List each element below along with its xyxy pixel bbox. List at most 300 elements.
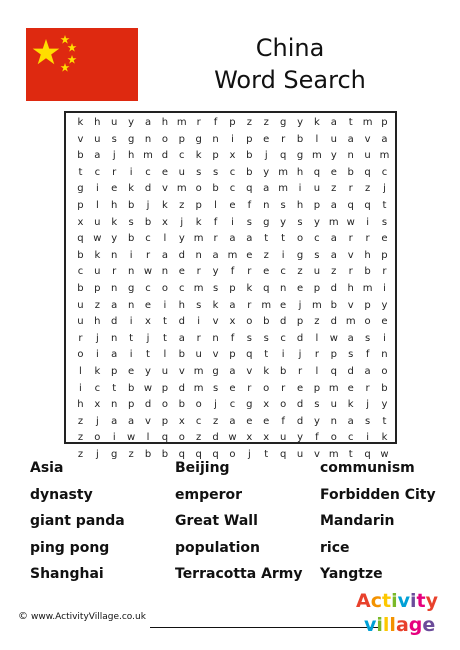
grid-letter: p bbox=[178, 133, 185, 145]
word-list-item: Asia bbox=[30, 460, 64, 476]
grid-letter: f bbox=[230, 332, 235, 344]
grid-letter: n bbox=[381, 349, 388, 361]
grid-letter: p bbox=[364, 299, 371, 311]
grid-letter: i bbox=[129, 349, 133, 361]
grid-letter: y bbox=[313, 415, 320, 427]
grid-letter: b bbox=[212, 183, 219, 195]
footer-divider bbox=[150, 627, 380, 628]
grid-letter: q bbox=[364, 166, 371, 178]
grid-letter: t bbox=[264, 349, 269, 361]
grid-letter: h bbox=[364, 249, 371, 261]
grid-letter: m bbox=[312, 299, 322, 311]
grid-letter: z bbox=[77, 432, 84, 444]
grid-letter: k bbox=[195, 216, 202, 228]
grid-letter: a bbox=[229, 299, 236, 311]
grid-letter: f bbox=[213, 216, 218, 228]
word-list-item: Terracotta Army bbox=[175, 566, 303, 582]
grid-letter: b bbox=[178, 399, 185, 411]
grid-letter: r bbox=[365, 233, 370, 245]
grid-letter: y bbox=[313, 216, 320, 228]
grid-letter: t bbox=[129, 332, 134, 344]
grid-letter: s bbox=[297, 216, 303, 228]
grid-letter: q bbox=[364, 199, 371, 211]
grid-letter: c bbox=[280, 266, 286, 278]
grid-letter: a bbox=[111, 299, 118, 311]
grid-letter: z bbox=[314, 316, 320, 328]
grid-letter: x bbox=[145, 316, 151, 328]
grid-letter: p bbox=[330, 349, 337, 361]
grid-letter: k bbox=[347, 399, 354, 411]
grid-letter: f bbox=[281, 415, 285, 427]
grid-letter: p bbox=[161, 415, 169, 427]
grid-letter: h bbox=[161, 117, 169, 128]
grid-letter: m bbox=[379, 150, 390, 162]
grid-letter: k bbox=[77, 117, 84, 128]
grid-letter: a bbox=[128, 415, 135, 427]
word-list-item: Mandarin bbox=[320, 513, 395, 529]
grid-letter: c bbox=[229, 183, 236, 195]
grid-letter: x bbox=[263, 432, 270, 444]
word-list-item: communism bbox=[320, 460, 415, 476]
grid-letter: c bbox=[347, 432, 354, 444]
grid-letter: o bbox=[161, 399, 168, 411]
grid-letter: r bbox=[281, 382, 286, 394]
grid-letter: v bbox=[212, 316, 219, 328]
grid-letter: g bbox=[263, 216, 270, 228]
grid-letter: b bbox=[364, 266, 371, 278]
grid-letter: r bbox=[297, 365, 303, 377]
grid-letter: n bbox=[111, 249, 118, 261]
grid-letter: x bbox=[94, 399, 101, 411]
grid-letter: y bbox=[297, 432, 303, 444]
grid-letter: o bbox=[94, 432, 101, 444]
grid-letter: p bbox=[94, 282, 101, 294]
grid-letter: j bbox=[112, 150, 116, 162]
grid-letter: g bbox=[212, 365, 219, 377]
grid-letter: w bbox=[346, 216, 355, 228]
grid-letter: c bbox=[229, 166, 236, 178]
svg-text:Activity: Activity bbox=[356, 590, 438, 612]
grid-letter: a bbox=[94, 150, 101, 162]
grid-letter: d bbox=[330, 316, 337, 328]
grid-letter: i bbox=[163, 299, 167, 311]
grid-letter: u bbox=[94, 216, 101, 228]
grid-letter: w bbox=[228, 432, 237, 444]
grid-letter: d bbox=[296, 332, 304, 344]
word-list-item: rice bbox=[320, 539, 350, 556]
grid-letter: l bbox=[146, 432, 150, 444]
grid-letter: h bbox=[94, 316, 101, 328]
grid-letter: e bbox=[178, 266, 185, 278]
grid-letter: r bbox=[348, 266, 353, 278]
grid-letter: g bbox=[127, 282, 135, 294]
grid-letter: p bbox=[229, 117, 236, 128]
grid-letter: b bbox=[77, 282, 84, 294]
grid-letter: o bbox=[178, 432, 185, 444]
grid-letter: o bbox=[381, 365, 388, 377]
grid-letter: i bbox=[281, 349, 285, 361]
grid-letter: n bbox=[347, 150, 354, 162]
grid-letter: e bbox=[280, 299, 287, 311]
grid-letter: k bbox=[246, 282, 253, 294]
grid-letter: l bbox=[163, 233, 167, 245]
grid-letter: k bbox=[263, 365, 270, 377]
grid-letter: n bbox=[111, 332, 118, 344]
grid-letter: m bbox=[261, 299, 272, 311]
svg-text:village: village bbox=[364, 614, 436, 636]
grid-letter: b bbox=[263, 316, 270, 328]
grid-letter: e bbox=[128, 365, 135, 377]
grid-letter: u bbox=[364, 150, 371, 162]
grid-letter: e bbox=[330, 166, 337, 178]
grid-letter: r bbox=[281, 133, 286, 145]
grid-letter: e bbox=[263, 133, 270, 145]
grid-letter: z bbox=[128, 448, 134, 460]
grid-letter: u bbox=[178, 166, 185, 178]
grid-letter: a bbox=[330, 249, 337, 261]
grid-letter: c bbox=[94, 382, 101, 394]
grid-letter: b bbox=[77, 150, 84, 162]
grid-letter: o bbox=[229, 448, 236, 460]
grid-letter: y bbox=[212, 266, 219, 278]
grid-letter: e bbox=[347, 382, 354, 394]
grid-letter: u bbox=[77, 316, 84, 328]
word-list-item: Beijing bbox=[175, 460, 230, 476]
grid-letter: g bbox=[296, 150, 304, 162]
grid-letter: e bbox=[381, 316, 388, 328]
grid-letter: i bbox=[383, 332, 386, 344]
grid-letter: c bbox=[229, 399, 236, 411]
grid-letter: s bbox=[364, 332, 371, 344]
grid-letter: l bbox=[163, 349, 167, 361]
grid-letter: s bbox=[111, 133, 117, 145]
grid-letter: s bbox=[246, 216, 252, 228]
grid-letter: t bbox=[281, 233, 286, 245]
grid-letter: w bbox=[143, 266, 153, 278]
grid-letter: v bbox=[313, 448, 320, 460]
grid-letter: a bbox=[330, 117, 337, 128]
grid-letter: u bbox=[296, 448, 304, 460]
word-list-item: Shanghai bbox=[30, 566, 104, 582]
grid-letter: v bbox=[246, 365, 253, 377]
grid-letter: n bbox=[279, 282, 287, 294]
grid-letter: b bbox=[144, 216, 152, 228]
grid-letter: o bbox=[330, 432, 337, 444]
grid-letter: y bbox=[381, 299, 388, 311]
grid-letter: h bbox=[77, 399, 84, 411]
footer-credit bbox=[18, 611, 146, 622]
grid-letter: j bbox=[298, 299, 302, 311]
grid-letter: p bbox=[381, 117, 388, 128]
grid-letter: o bbox=[195, 183, 202, 195]
grid-letter: n bbox=[195, 249, 202, 261]
grid-letter: o bbox=[77, 349, 84, 361]
grid-letter: x bbox=[229, 150, 236, 162]
grid-letter: a bbox=[347, 415, 354, 427]
grid-letter: i bbox=[129, 316, 133, 328]
grid-letter: a bbox=[330, 199, 337, 211]
grid-letter: g bbox=[127, 133, 135, 145]
grid-letter: n bbox=[144, 133, 152, 145]
grid-letter: g bbox=[111, 448, 118, 460]
grid-letter: h bbox=[127, 150, 135, 162]
grid-letter: n bbox=[330, 415, 337, 427]
grid-letter: u bbox=[94, 133, 101, 145]
grid-letter: b bbox=[161, 448, 169, 460]
grid-letter: s bbox=[364, 415, 371, 427]
grid-letter: e bbox=[296, 282, 304, 294]
grid-letter: v bbox=[161, 183, 168, 195]
grid-letter: d bbox=[178, 382, 185, 394]
grid-letter: w bbox=[329, 332, 338, 344]
grid-letter: p bbox=[229, 349, 236, 361]
grid-letter: d bbox=[296, 399, 304, 411]
grid-letter: u bbox=[330, 133, 337, 145]
grid-letter: c bbox=[77, 266, 84, 278]
grid-letter: m bbox=[328, 448, 339, 460]
grid-letter: q bbox=[279, 150, 287, 162]
grid-letter: d bbox=[178, 249, 185, 261]
grid-letter: a bbox=[144, 117, 152, 128]
grid-letter: h bbox=[111, 199, 118, 211]
word-list-item: Forbidden City bbox=[320, 486, 436, 503]
grid-letter: z bbox=[263, 117, 269, 128]
grid-letter: a bbox=[347, 133, 354, 145]
grid-letter: a bbox=[263, 183, 270, 195]
grid-letter: u bbox=[77, 299, 84, 311]
grid-letter: r bbox=[78, 332, 83, 344]
grid-letter: i bbox=[231, 133, 234, 145]
grid-letter: m bbox=[176, 117, 187, 128]
grid-letter: q bbox=[330, 365, 337, 377]
grid-letter: d bbox=[161, 150, 169, 162]
grid-letter: m bbox=[227, 249, 238, 261]
grid-letter: q bbox=[161, 432, 169, 444]
grid-letter: m bbox=[193, 382, 204, 394]
grid-letter: r bbox=[382, 266, 387, 278]
grid-letter: b bbox=[77, 249, 84, 261]
grid-letter: x bbox=[77, 216, 84, 228]
grid-letter: b bbox=[178, 349, 185, 361]
grid-letter: z bbox=[196, 432, 202, 444]
grid-letter: b bbox=[127, 382, 135, 394]
grid-letter: u bbox=[161, 365, 169, 377]
grid-letter: j bbox=[383, 183, 386, 195]
grid-letter: z bbox=[77, 448, 84, 460]
grid-letter: m bbox=[362, 117, 373, 128]
grid-letter: a bbox=[364, 365, 371, 377]
grid-letter: j bbox=[366, 399, 369, 411]
grid-letter: i bbox=[95, 183, 99, 195]
grid-letter: n bbox=[127, 266, 135, 278]
grid-letter: w bbox=[143, 382, 153, 394]
grid-letter: y bbox=[280, 216, 287, 228]
grid-letter: t bbox=[112, 382, 117, 394]
grid-letter: l bbox=[315, 133, 319, 145]
grid-letter: q bbox=[313, 166, 321, 178]
grid-letter: x bbox=[263, 399, 270, 411]
grid-letter: s bbox=[212, 382, 219, 394]
grid-letter: a bbox=[212, 249, 219, 261]
grid-letter: p bbox=[127, 399, 135, 411]
grid-letter: a bbox=[178, 332, 185, 344]
grid-letter: j bbox=[214, 399, 217, 411]
grid-letter: x bbox=[178, 415, 185, 427]
grid-letter: s bbox=[196, 299, 202, 311]
grid-letter: q bbox=[178, 448, 185, 460]
grid-letter: p bbox=[77, 199, 84, 211]
grid-letter: r bbox=[348, 233, 353, 245]
grid-letter: g bbox=[279, 117, 287, 128]
grid-letter: h bbox=[296, 166, 304, 178]
grid-letter: z bbox=[297, 266, 303, 278]
grid-letter: m bbox=[345, 316, 356, 328]
grid-letter: j bbox=[298, 349, 302, 361]
footer-url: www.ActivityVillage.co.uk bbox=[31, 611, 146, 622]
grid-letter: z bbox=[331, 183, 337, 195]
word-list-item: ping pong bbox=[30, 539, 110, 556]
grid-letter: t bbox=[162, 332, 167, 344]
grid-letter: m bbox=[312, 150, 322, 162]
grid-letter: r bbox=[196, 332, 201, 344]
grid-letter: q bbox=[246, 349, 253, 361]
grid-letter: l bbox=[214, 199, 217, 211]
grid-letter: t bbox=[348, 117, 353, 128]
grid-letter: e bbox=[229, 382, 236, 394]
grid-letter: l bbox=[95, 199, 99, 211]
grid-letter: j bbox=[95, 415, 99, 427]
grid-letter: c bbox=[94, 166, 101, 178]
grid-letter: u bbox=[330, 399, 337, 411]
grid-letter: g bbox=[195, 133, 202, 145]
grid-letter: s bbox=[314, 249, 320, 261]
grid-letter: n bbox=[212, 332, 219, 344]
grid-letter: q bbox=[77, 233, 84, 245]
grid-letter: v bbox=[364, 133, 371, 145]
grid-letter: u bbox=[94, 266, 101, 278]
grid-letter: u bbox=[111, 117, 118, 128]
grid-letter: r bbox=[314, 349, 319, 361]
grid-letter: p bbox=[313, 282, 321, 294]
grid-letter: n bbox=[111, 282, 118, 294]
grid-letter: j bbox=[95, 332, 99, 344]
grid-letter: i bbox=[197, 316, 201, 328]
grid-letter: r bbox=[348, 183, 353, 195]
grid-letter: u bbox=[313, 183, 321, 195]
grid-letter: i bbox=[366, 432, 369, 444]
grid-letter: m bbox=[278, 166, 288, 178]
grid-letter: w bbox=[127, 432, 136, 444]
grid-letter: b bbox=[144, 448, 152, 460]
grid-letter: q bbox=[347, 199, 354, 211]
grid-letter: d bbox=[347, 365, 354, 377]
grid-letter: p bbox=[195, 199, 202, 211]
word-search-grid-frame bbox=[64, 111, 397, 460]
word-list-item: Yangtze bbox=[320, 566, 383, 582]
grid-letter: a bbox=[111, 349, 118, 361]
grid-letter: b bbox=[381, 382, 388, 394]
word-list-item: Great Wall bbox=[175, 513, 258, 529]
grid-letter: m bbox=[193, 282, 204, 294]
grid-letter: d bbox=[279, 316, 287, 328]
grid-letter: y bbox=[330, 150, 337, 162]
grid-letter: z bbox=[94, 299, 100, 311]
grid-letter: m bbox=[193, 365, 204, 377]
grid-letter: b bbox=[347, 166, 354, 178]
grid-letter: y bbox=[297, 117, 303, 128]
grid-letter: b bbox=[127, 233, 135, 245]
grid-letter: s bbox=[212, 166, 219, 178]
grid-letter: j bbox=[146, 332, 150, 344]
grid-letter: a bbox=[229, 233, 236, 245]
grid-letter: b bbox=[246, 150, 253, 162]
grid-letter: d bbox=[178, 316, 185, 328]
grid-letter: n bbox=[127, 299, 135, 311]
grid-letter: n bbox=[111, 399, 118, 411]
grid-letter: a bbox=[229, 365, 236, 377]
grid-letter: r bbox=[145, 249, 151, 261]
grid-letter: e bbox=[111, 183, 118, 195]
grid-letter: o bbox=[280, 399, 287, 411]
grid-letter: i bbox=[112, 432, 116, 444]
grid-letter: l bbox=[79, 365, 82, 377]
grid-letter: q bbox=[195, 448, 202, 460]
grid-letter: q bbox=[263, 282, 270, 294]
grid-letter: f bbox=[230, 266, 235, 278]
grid-letter: s bbox=[381, 216, 388, 228]
word-search-grid bbox=[72, 115, 393, 463]
grid-letter: y bbox=[145, 365, 151, 377]
grid-letter: u bbox=[279, 432, 287, 444]
grid-letter: c bbox=[381, 166, 388, 178]
grid-letter: p bbox=[111, 365, 118, 377]
grid-letter: v bbox=[347, 299, 354, 311]
grid-letter: r bbox=[247, 382, 252, 394]
grid-letter: f bbox=[365, 349, 370, 361]
grid-letter: q bbox=[212, 448, 219, 460]
grid-letter: i bbox=[95, 349, 99, 361]
grid-letter: r bbox=[247, 266, 252, 278]
grid-letter: x bbox=[246, 432, 253, 444]
grid-letter: c bbox=[280, 332, 286, 344]
grid-letter: l bbox=[315, 365, 319, 377]
word-list-item: emperor bbox=[175, 486, 243, 503]
grid-letter: s bbox=[263, 332, 269, 344]
grid-letter: k bbox=[195, 150, 202, 162]
flag-field bbox=[26, 28, 138, 101]
grid-letter: b bbox=[279, 365, 287, 377]
grid-letter: m bbox=[328, 216, 339, 228]
grid-letter: y bbox=[111, 233, 118, 245]
grid-letter: i bbox=[129, 166, 133, 178]
grid-letter: j bbox=[95, 448, 99, 460]
grid-letter: o bbox=[195, 399, 202, 411]
grid-letter: t bbox=[382, 415, 387, 427]
grid-letter: p bbox=[229, 282, 236, 294]
grid-letter: c bbox=[179, 282, 185, 294]
grid-letter: v bbox=[77, 133, 84, 145]
grid-letter: z bbox=[212, 415, 219, 427]
grid-letter: c bbox=[179, 150, 185, 162]
grid-letter: e bbox=[229, 199, 236, 211]
activity-village-logo bbox=[350, 585, 446, 641]
grid-letter: h bbox=[94, 117, 101, 128]
grid-letter: k bbox=[162, 199, 168, 211]
grid-letter: r bbox=[213, 233, 218, 245]
grid-letter: t bbox=[348, 448, 353, 460]
grid-letter: p bbox=[381, 249, 388, 261]
grid-letter: u bbox=[313, 266, 321, 278]
